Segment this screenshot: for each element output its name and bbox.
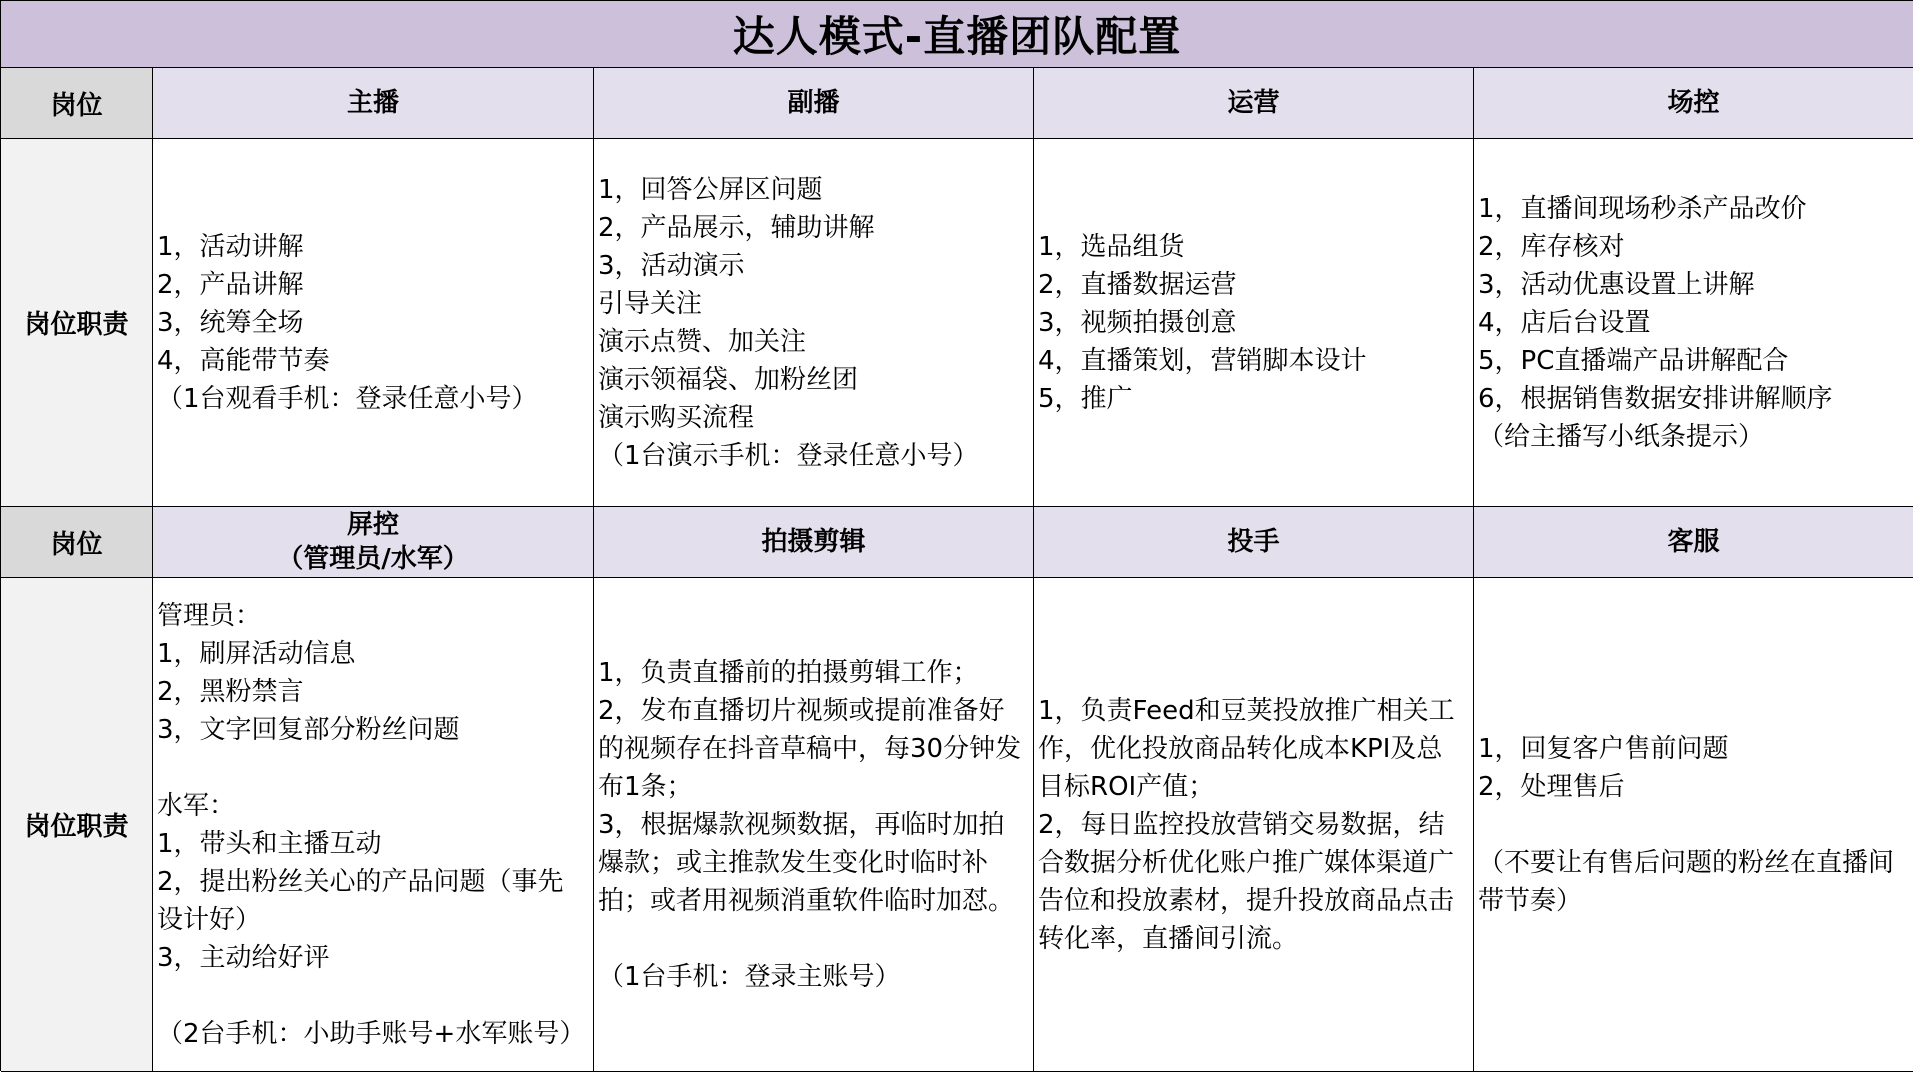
duties-cell: [1474, 578, 1913, 1072]
duty-line: 合数据分析优化账户推广媒体渠道广: [1038, 847, 1455, 878]
duty-line: 告位和投放素材，提升投放商品点击: [1038, 885, 1455, 916]
duty-line: [157, 977, 587, 1015]
duty-line: 2，提出粉丝关心的产品问题（事先: [157, 866, 564, 897]
duties-label: 岗位职责: [1, 139, 153, 507]
duties-list: [598, 171, 1027, 475]
duty-line: 引导关注: [598, 288, 703, 319]
duty-line: 演示领福袋、加粉丝团: [598, 364, 859, 395]
duty-line: 布1条；: [598, 771, 693, 802]
duty-line: [1478, 806, 1907, 844]
duty-line: （2台手机：小助手账号+水军账号）: [157, 1018, 586, 1049]
duty-line: 演示点赞、加关注: [598, 326, 807, 357]
column-header-line2: （管理员/水军）: [277, 544, 469, 574]
duty-line: 1，刷屏活动信息: [157, 638, 356, 669]
column-header-field-control: 场控: [1474, 68, 1913, 139]
duty-line: 1，选品组货: [1038, 231, 1185, 262]
duties-label: 岗位职责: [1, 578, 153, 1072]
duties-list: [1478, 730, 1907, 920]
duties-cell: [594, 578, 1034, 1072]
duty-line: 拍；或者用视频消重软件临时加怼。: [598, 885, 1015, 916]
column-header-ad-buyer: [1034, 507, 1474, 578]
duty-line: 3，统筹全场: [157, 307, 304, 338]
duty-line: [598, 920, 1027, 958]
duties-list: [1038, 228, 1467, 418]
position-header: 岗位: [1, 507, 153, 578]
duty-line: 1，直播间现场秒杀产品改价: [1478, 193, 1807, 224]
duty-line: 2，黑粉禁言: [157, 676, 304, 707]
column-header-line1: 投手: [1227, 527, 1280, 557]
duties-list: [1038, 692, 1467, 958]
duty-line: 3，根据爆款视频数据，再临时加拍: [598, 809, 1005, 840]
duty-line: 设计好）: [157, 904, 262, 935]
duty-line: 2，直播数据运营: [1038, 269, 1237, 300]
duty-line: [157, 749, 587, 787]
column-header-operations: 运营: [1034, 68, 1474, 139]
duty-line: 爆款；或主推款发生变化时临时补: [598, 847, 989, 878]
duty-line: 目标ROI产值；: [1038, 771, 1215, 802]
duty-line: （给主播写小纸条提示）: [1478, 421, 1765, 452]
duty-line: （1台演示手机：登录任意小号）: [598, 440, 979, 471]
duties-cell: [1034, 139, 1474, 507]
duty-line: 1，负责直播前的拍摄剪辑工作；: [598, 657, 979, 688]
duty-line: 管理员：: [157, 600, 262, 631]
duty-line: 2，产品展示，辅助讲解: [598, 212, 875, 243]
duty-line: 2，发布直播切片视频或提前准备好: [598, 695, 1005, 726]
duty-line: 4，店后台设置: [1478, 307, 1651, 338]
column-header-shooting-editing: [594, 507, 1034, 578]
duty-line: 2，每日监控投放营销交易数据，结: [1038, 809, 1445, 840]
duty-line: 2，处理售后: [1478, 771, 1625, 802]
duty-line: 1，回复客户售前问题: [1478, 733, 1729, 764]
column-header-assistant-anchor: 副播: [594, 68, 1034, 139]
duties-list: [1478, 190, 1907, 456]
duty-line: 3，文字回复部分粉丝问题: [157, 714, 460, 745]
duty-line: 4，直播策划，营销脚本设计: [1038, 345, 1367, 376]
column-header-screen-control: [153, 507, 594, 578]
duty-line: 3，活动优惠设置上讲解: [1478, 269, 1755, 300]
duty-line: 演示购买流程: [598, 402, 755, 433]
duties-list: [598, 654, 1027, 996]
duty-line: 水军：: [157, 790, 236, 821]
duty-line: 3，视频拍摄创意: [1038, 307, 1237, 338]
duty-line: 6，根据销售数据安排讲解顺序: [1478, 383, 1833, 414]
duty-line: 的视频存在抖音草稿中，每30分钟发: [598, 733, 1022, 764]
duty-line: 带节奏）: [1478, 885, 1583, 916]
duty-line: 5，推广: [1038, 383, 1133, 414]
column-header-anchor: 主播: [153, 68, 594, 139]
column-header-line1: 客服: [1667, 527, 1720, 557]
column-header-line1: 拍摄剪辑: [761, 527, 866, 557]
duty-line: 1，带头和主播互动: [157, 828, 382, 859]
duty-line: 5，PC直播端产品讲解配合: [1478, 345, 1789, 376]
duties-list: [157, 228, 587, 418]
duty-line: 作，优化投放商品转化成本KPI及总: [1038, 733, 1443, 764]
duty-line: 转化率，直播间引流。: [1038, 923, 1299, 954]
duties-cell: [153, 139, 594, 507]
duties-cell: [594, 139, 1034, 507]
duties-cell: [1034, 578, 1474, 1072]
duty-line: 2，库存核对: [1478, 231, 1625, 262]
duties-list: [157, 597, 587, 1053]
duty-line: 1，回答公屏区问题: [598, 174, 823, 205]
table-title: 达人模式-直播团队配置: [1, 1, 1913, 68]
position-header: 岗位: [1, 68, 153, 139]
duty-line: 1，负责Feed和豆荚投放推广相关工: [1038, 695, 1455, 726]
duties-cell: [1474, 139, 1913, 507]
duties-cell: [153, 578, 594, 1072]
column-header-customer-service: [1474, 507, 1913, 578]
duty-line: 4，高能带节奏: [157, 345, 330, 376]
duty-line: （1台手机：登录主账号）: [598, 961, 901, 992]
duty-line: 2，产品讲解: [157, 269, 304, 300]
duty-line: 1，活动讲解: [157, 231, 304, 262]
duty-line: 3，主动给好评: [157, 942, 330, 973]
column-header-line1: 屏控: [346, 510, 399, 540]
duty-line: 3，活动演示: [598, 250, 745, 281]
duty-line: （不要让有售后问题的粉丝在直播间: [1478, 847, 1895, 878]
duty-line: （1台观看手机：登录任意小号）: [157, 383, 538, 414]
